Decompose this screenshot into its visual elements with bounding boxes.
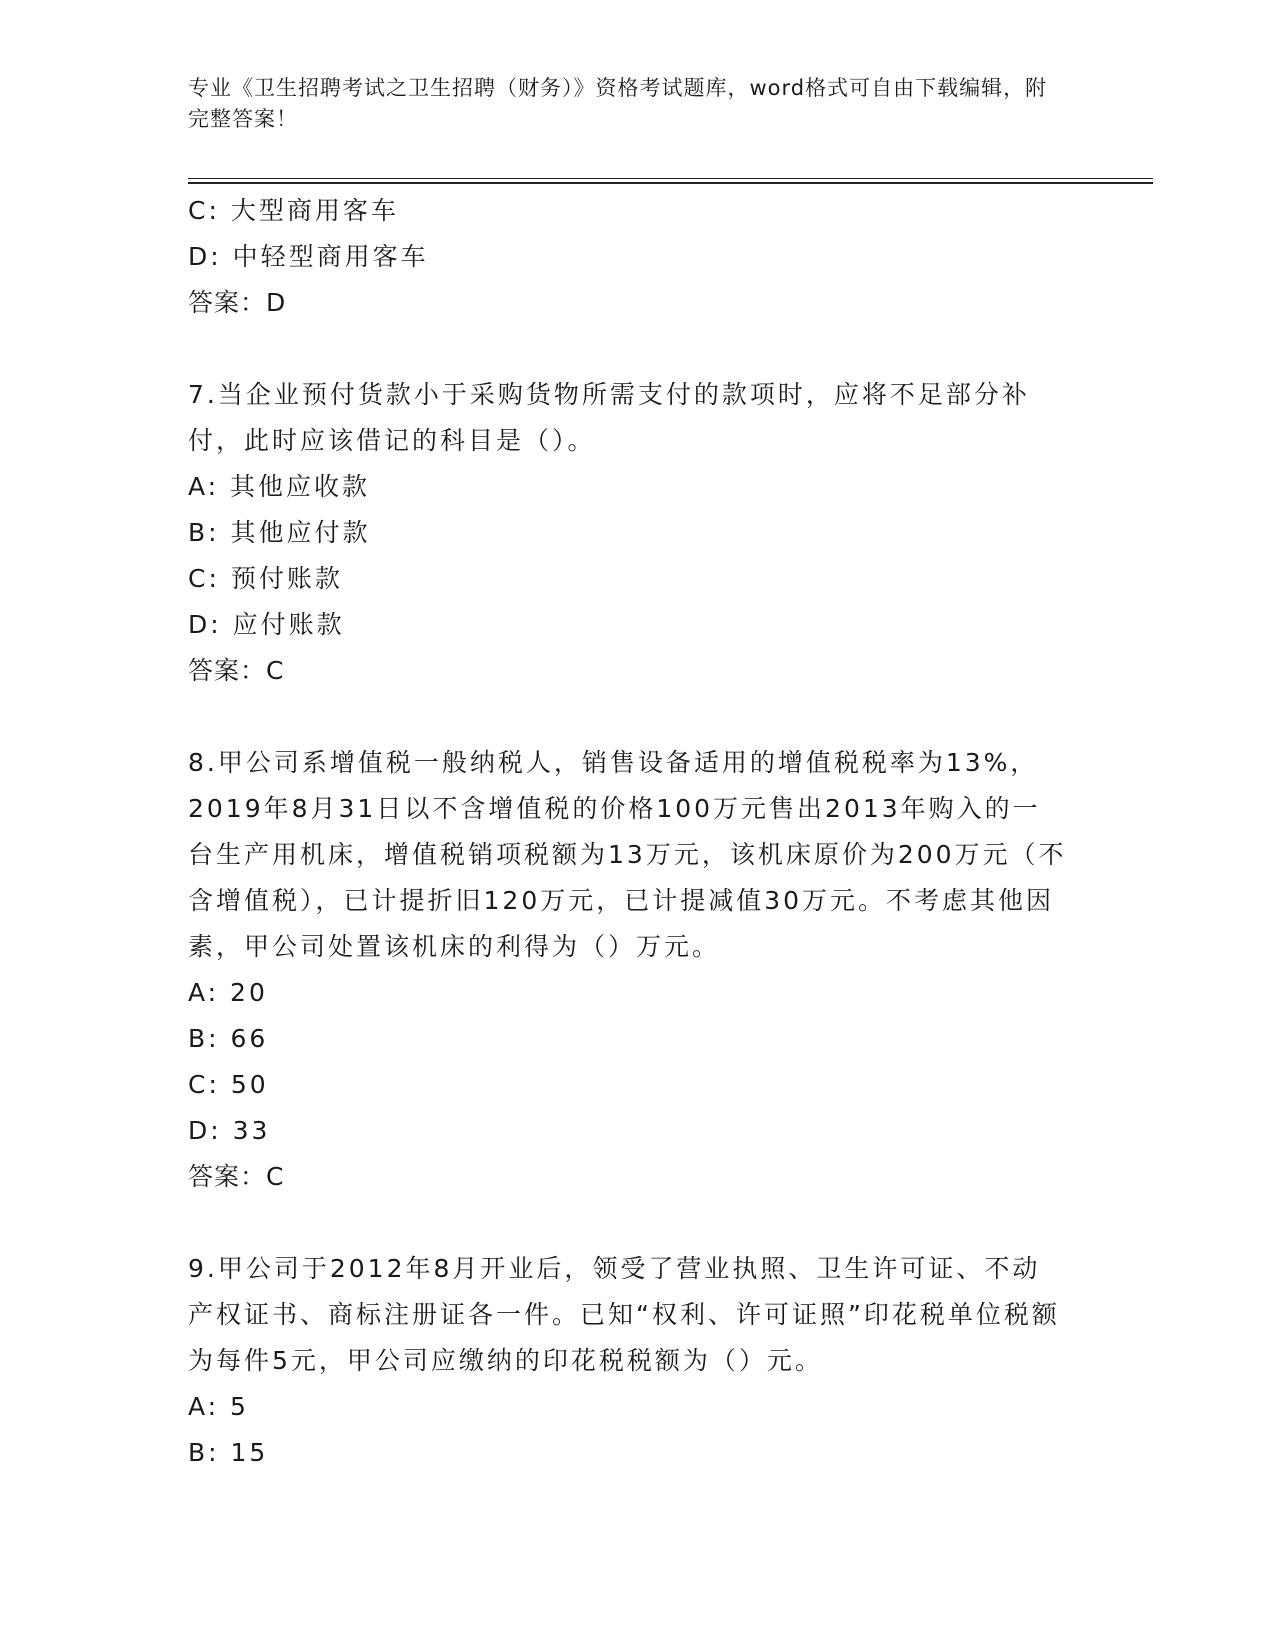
header-rule-thin bbox=[188, 178, 1153, 179]
question-content bbox=[188, 188, 1088, 1476]
spacer bbox=[188, 694, 1088, 740]
q7-answer: 答案：C bbox=[188, 656, 285, 685]
q7-option-a: A: 其他应收款 bbox=[188, 472, 371, 501]
header-rule-thick bbox=[188, 182, 1153, 184]
q8-question: 8.甲公司系增值税一般纳税人，销售设备适用的增值税税率为13%，2019年8月31日以不含增值税的价格100万元售出2013年购入的一台生产用机床，增值税销项税额为13万元，该机床原价为200万元（不含增值税），已计提折旧120万元，已计提减值30万元。不考虑其他因素，甲公司处置该机床的利得为（）万元。 bbox=[188, 748, 1067, 961]
q6-option-c: C: 大型商用客车 bbox=[188, 196, 399, 225]
q9-option-a: A: 5 bbox=[188, 1392, 249, 1421]
q8-answer: 答案：C bbox=[188, 1162, 285, 1191]
spacer bbox=[188, 1200, 1088, 1246]
q7-question: 7.当企业预付货款小于采购货物所需支付的款项时，应将不足部分补付，此时应该借记的科目是（）。 bbox=[188, 380, 1030, 455]
q7-option-d: D: 应付账款 bbox=[188, 610, 345, 639]
q9-question: 9.甲公司于2012年8月开业后，领受了营业执照、卫生许可证、不动产权证书、商标注册证各一件。已知“权利、许可证照”印花税单位税额为每件5元，甲公司应缴纳的印花税税额为（）元。 bbox=[188, 1254, 1060, 1375]
q7-option-b: B: 其他应付款 bbox=[188, 518, 371, 547]
q9-option-b: B: 15 bbox=[188, 1438, 269, 1467]
document-header: 专业《卫生招聘考试之卫生招聘（财务）》资格考试题库，word格式可自由下载编辑，附完整答案！ bbox=[188, 76, 1048, 131]
q7-option-c: C: 预付账款 bbox=[188, 564, 343, 593]
q8-option-b: B: 66 bbox=[188, 1024, 269, 1053]
q8-option-c: C: 50 bbox=[188, 1070, 269, 1099]
q8-option-a: A: 20 bbox=[188, 978, 268, 1007]
spacer bbox=[188, 326, 1088, 372]
q6-option-d: D: 中轻型商用客车 bbox=[188, 242, 429, 271]
q6-answer: 答案：D bbox=[188, 288, 287, 317]
q8-option-d: D: 33 bbox=[188, 1116, 271, 1145]
